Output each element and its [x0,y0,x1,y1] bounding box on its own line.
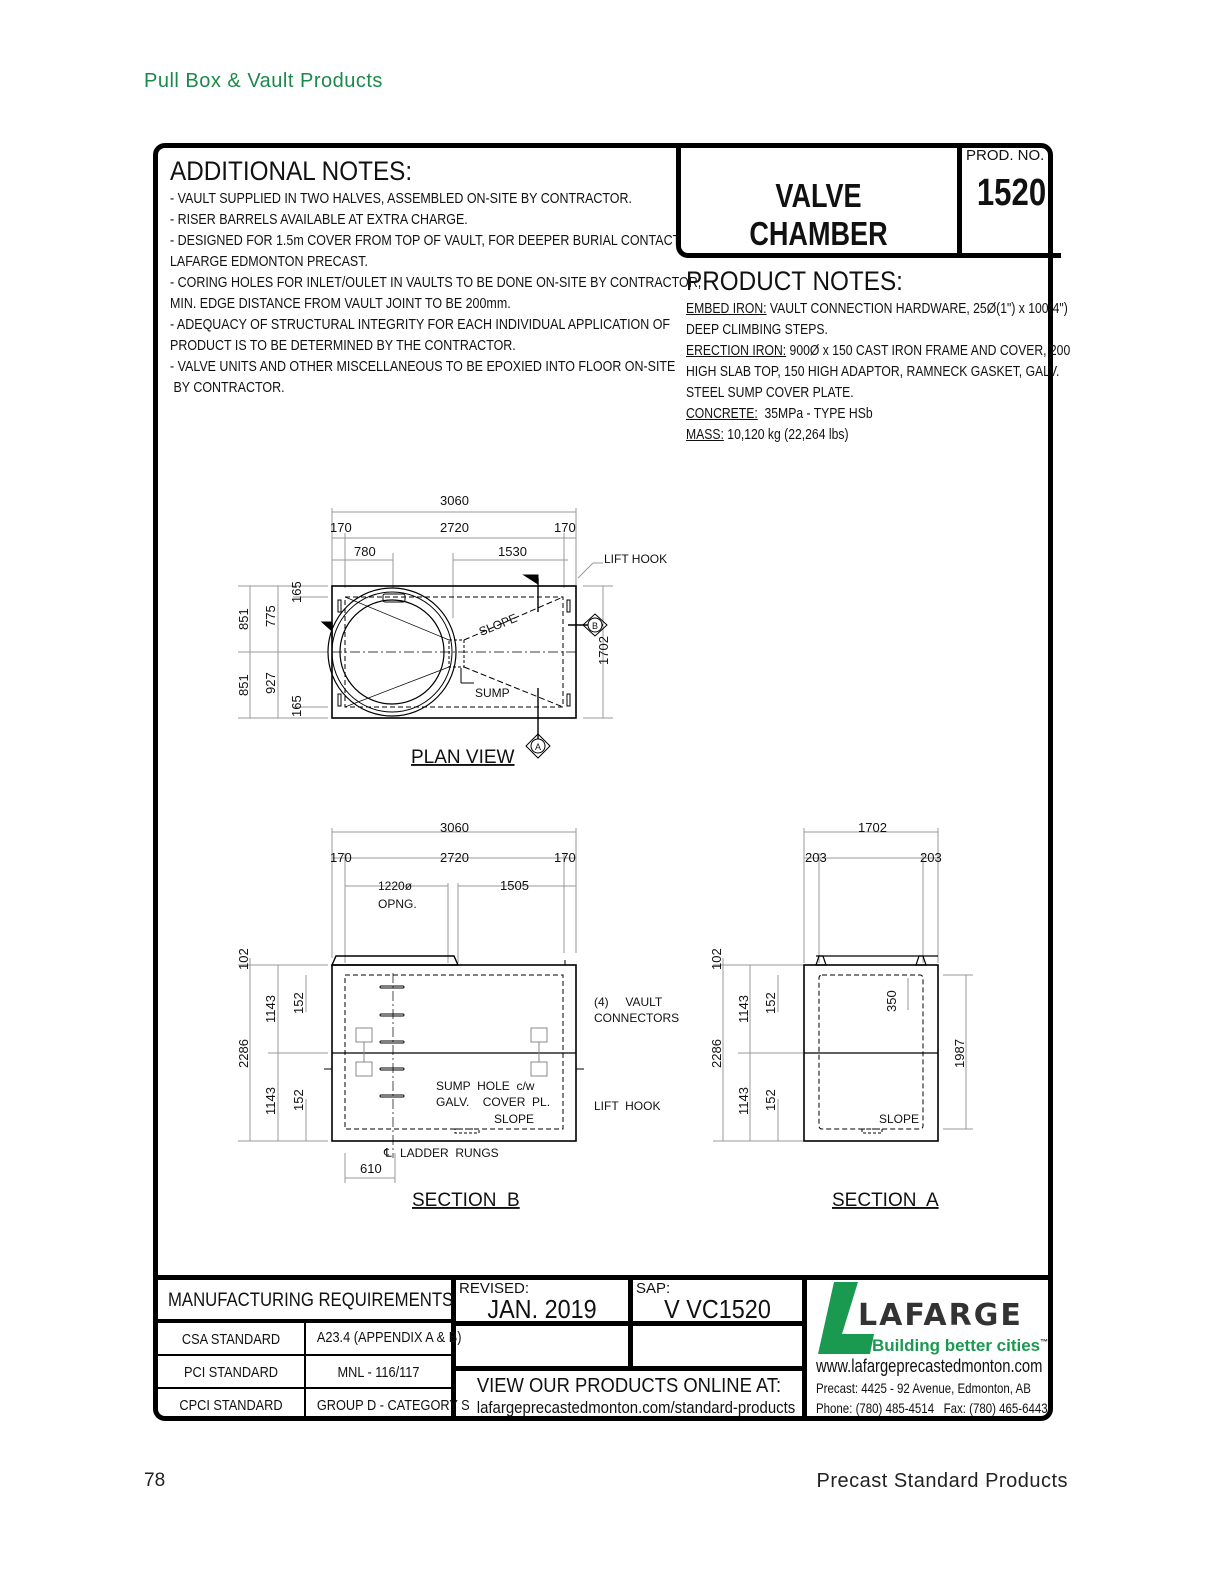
lift-hook-label: LIFT HOOK [604,552,668,566]
revised-label: REVISED: [459,1280,530,1297]
mfg-heading-cell [158,1280,456,1323]
sump-hole-label-2: GALV. COVER PL. [436,1095,551,1109]
plan-view-title: PLAN VIEW [411,747,515,768]
prod-no-label: PROD. NO. [966,147,1045,164]
dim-2720: 2720 [440,520,469,535]
product-name: VALVE CHAMBER [749,177,888,252]
section-header: Pull Box & Vault Products [144,70,383,92]
sump-hole-label: SUMP HOLE c/w [436,1079,535,1093]
title-block-footer [158,1275,1048,1421]
centerline-symbol: ℄ [384,1146,392,1160]
standard-value: A23.4 (APPENDIX A & B) [316,1329,462,1346]
standard-name: CPCI STANDARD [179,1397,283,1414]
std-value-cell [306,1323,462,1356]
std-value-cell [306,1389,470,1421]
dim-2720: 2720 [440,850,469,865]
note-line: PRODUCT IS TO BE DETERMINED BY THE CONTRACTOR. [170,338,516,354]
erection-iron-note-3: STEEL SUMP COVER PLATE. [686,385,854,401]
section-a-marker: A [535,742,542,752]
note-line: LAFARGE EDMONTON PRECAST. [170,254,368,270]
dim-851: 851 [236,608,251,630]
note-line: - ADEQUACY OF STRUCTURAL INTEGRITY FOR EACH INDIVIDUAL APPLICATION OF [170,317,671,333]
dim-1220-opening: 1220ø [378,879,413,893]
drawing-sheet [153,143,1071,1421]
ladder-rungs-label: LADDER RUNGS [400,1146,499,1160]
concrete-text: 35MPa - TYPE HSb [757,406,873,422]
trademark: ™ [1040,1337,1049,1347]
dim-2286: 2286 [709,1039,724,1068]
dim-1505: 1505 [500,878,529,893]
dim-610: 610 [360,1161,382,1176]
dim-1702: 1702 [596,636,611,665]
sap-label: SAP: [636,1280,671,1297]
erection-text: 900Ø x 150 CAST IRON FRAME AND COVER, 200 [786,343,1071,359]
vault-connectors-label-2: CONNECTORS [594,1011,680,1025]
dim-152: 152 [291,992,306,1014]
note-line: - VALVE UNITS AND OTHER MISCELLANEOUS TO BE EPOXIED INTO FLOOR ON-SITE [170,359,676,375]
embed-iron-note-2: DEEP CLIMBING STEPS. [686,322,828,338]
note-line: - CORING HOLES FOR INLET/OULET IN VAULTS TO BE DONE ON-SITE BY CONTRACTOR, [170,275,702,291]
standard-name: CSA STANDARD [181,1331,281,1348]
std-name-cell [158,1356,306,1389]
section-b-view [324,956,584,1158]
blank-cell [456,1326,633,1371]
additional-notes-heading: ADDITIONAL NOTES: [170,156,413,186]
slope-label: SLOPE [494,1112,535,1126]
dim-152: 152 [291,1089,306,1111]
standard-name: PCI STANDARD [183,1364,278,1381]
section-b-title: SECTION B [412,1190,520,1211]
std-name-cell [158,1323,306,1356]
concrete-label: CONCRETE: [686,406,758,422]
note-line: - RISER BARRELS AVAILABLE AT EXTRA CHARGE. [170,212,468,228]
slope-label: SLOPE [476,610,520,639]
lafarge-tagline [872,1336,1048,1356]
slope-label: SLOPE [879,1112,920,1126]
vault-connectors-label: (4) VAULT [594,995,663,1009]
prod-no: 1520 [976,172,1047,214]
lift-hook-label: LIFT HOOK [594,1099,661,1113]
dim-1143: 1143 [263,995,278,1023]
standard-value: GROUP D - CATEGORY S [316,1397,470,1414]
dim-1143: 1143 [736,995,751,1023]
dim-165: 165 [289,581,304,603]
note-line: BY CONTRACTOR. [170,380,285,396]
std-value-cell [306,1356,456,1389]
technical-drawings [158,148,1060,1268]
dim-851: 851 [236,674,251,696]
embed-label: EMBED IRON: [686,301,767,317]
dim-1987: 1987 [952,1039,967,1068]
dim-1702: 1702 [858,820,887,835]
tagline-text: Building better cities [872,1336,1041,1355]
dim-1530: 1530 [498,544,527,559]
footer-title: Precast Standard Products [816,1470,1068,1492]
dim-170: 170 [554,850,576,865]
dim-203: 203 [920,850,942,865]
lafarge-website[interactable]: www.lafargeprecastedmonton.com [816,1356,1043,1376]
dim-780: 780 [354,544,376,559]
dim-1143: 1143 [263,1087,278,1115]
view-online-text: VIEW OUR PRODUCTS ONLINE AT: [476,1375,782,1397]
section-a-title: SECTION A [832,1190,939,1211]
sap-value: V VC1520 [664,1294,771,1324]
dim-102: 102 [709,948,724,970]
page-number: 78 [144,1470,166,1491]
dim-3060: 3060 [440,493,469,508]
mass-text: 10,120 kg (22,264 lbs) [723,427,849,443]
embed-text: VAULT CONNECTION HARDWARE, 25Ø(1") x 100(4") [766,301,1068,317]
note-line: MIN. EDGE DISTANCE FROM VAULT JOINT TO BE 200mm. [170,296,511,312]
dim-2286: 2286 [236,1039,251,1068]
dim-3060: 3060 [440,820,469,835]
sump-label: SUMP [475,686,510,700]
revised-value: JAN. 2019 [487,1294,597,1324]
revised-cell [456,1280,633,1326]
mass-label: MASS: [686,427,724,443]
erection-label: ERECTION IRON: [686,343,787,359]
dim-203: 203 [805,850,827,865]
note-line: - VAULT SUPPLIED IN TWO HALVES, ASSEMBLED ON-SITE BY CONTRACTOR. [170,191,632,207]
lafarge-brand: LAFARGE [858,1298,1023,1333]
plan-view [322,575,607,758]
dim-775: 775 [263,605,278,627]
view-online-cell [456,1371,807,1421]
lafarge-phone-fax: Phone: (780) 485-4514 Fax: (780) 465-6443 [816,1400,1048,1416]
dim-350: 350 [884,990,899,1012]
view-online-url[interactable]: lafargeprecastedmonton.com/standard-products [476,1398,796,1417]
dim-1143: 1143 [736,1087,751,1115]
lafarge-address: Precast: 4425 - 92 Avenue, Edmonton, AB [816,1380,1031,1396]
lafarge-logo-block [810,1280,1048,1421]
dim-170: 170 [554,520,576,535]
dim-165: 165 [289,695,304,717]
opening-label: OPNG. [378,897,417,911]
standard-value: MNL - 116/117 [337,1364,420,1381]
note-line: - DESIGNED FOR 1.5m COVER FROM TOP OF VAULT, FOR DEEPER BURIAL CONTACT [170,233,681,249]
dim-927: 927 [263,672,278,694]
mfg-heading: MANUFACTURING REQUIREMENTS [168,1290,454,1311]
sap-cell [633,1280,807,1326]
blank-cell [633,1326,807,1371]
dim-152: 152 [763,992,778,1014]
product-notes-heading: PRODUCT NOTES: [686,266,903,296]
dim-170: 170 [330,850,352,865]
erection-iron-note-2: HIGH SLAB TOP, 150 HIGH ADAPTOR, RAMNECK GASKET, GALV. [686,364,1060,380]
dim-102: 102 [236,948,251,970]
std-name-cell [158,1389,306,1421]
dim-152: 152 [763,1089,778,1111]
section-b-marker: B [592,621,599,631]
dim-170: 170 [330,520,352,535]
